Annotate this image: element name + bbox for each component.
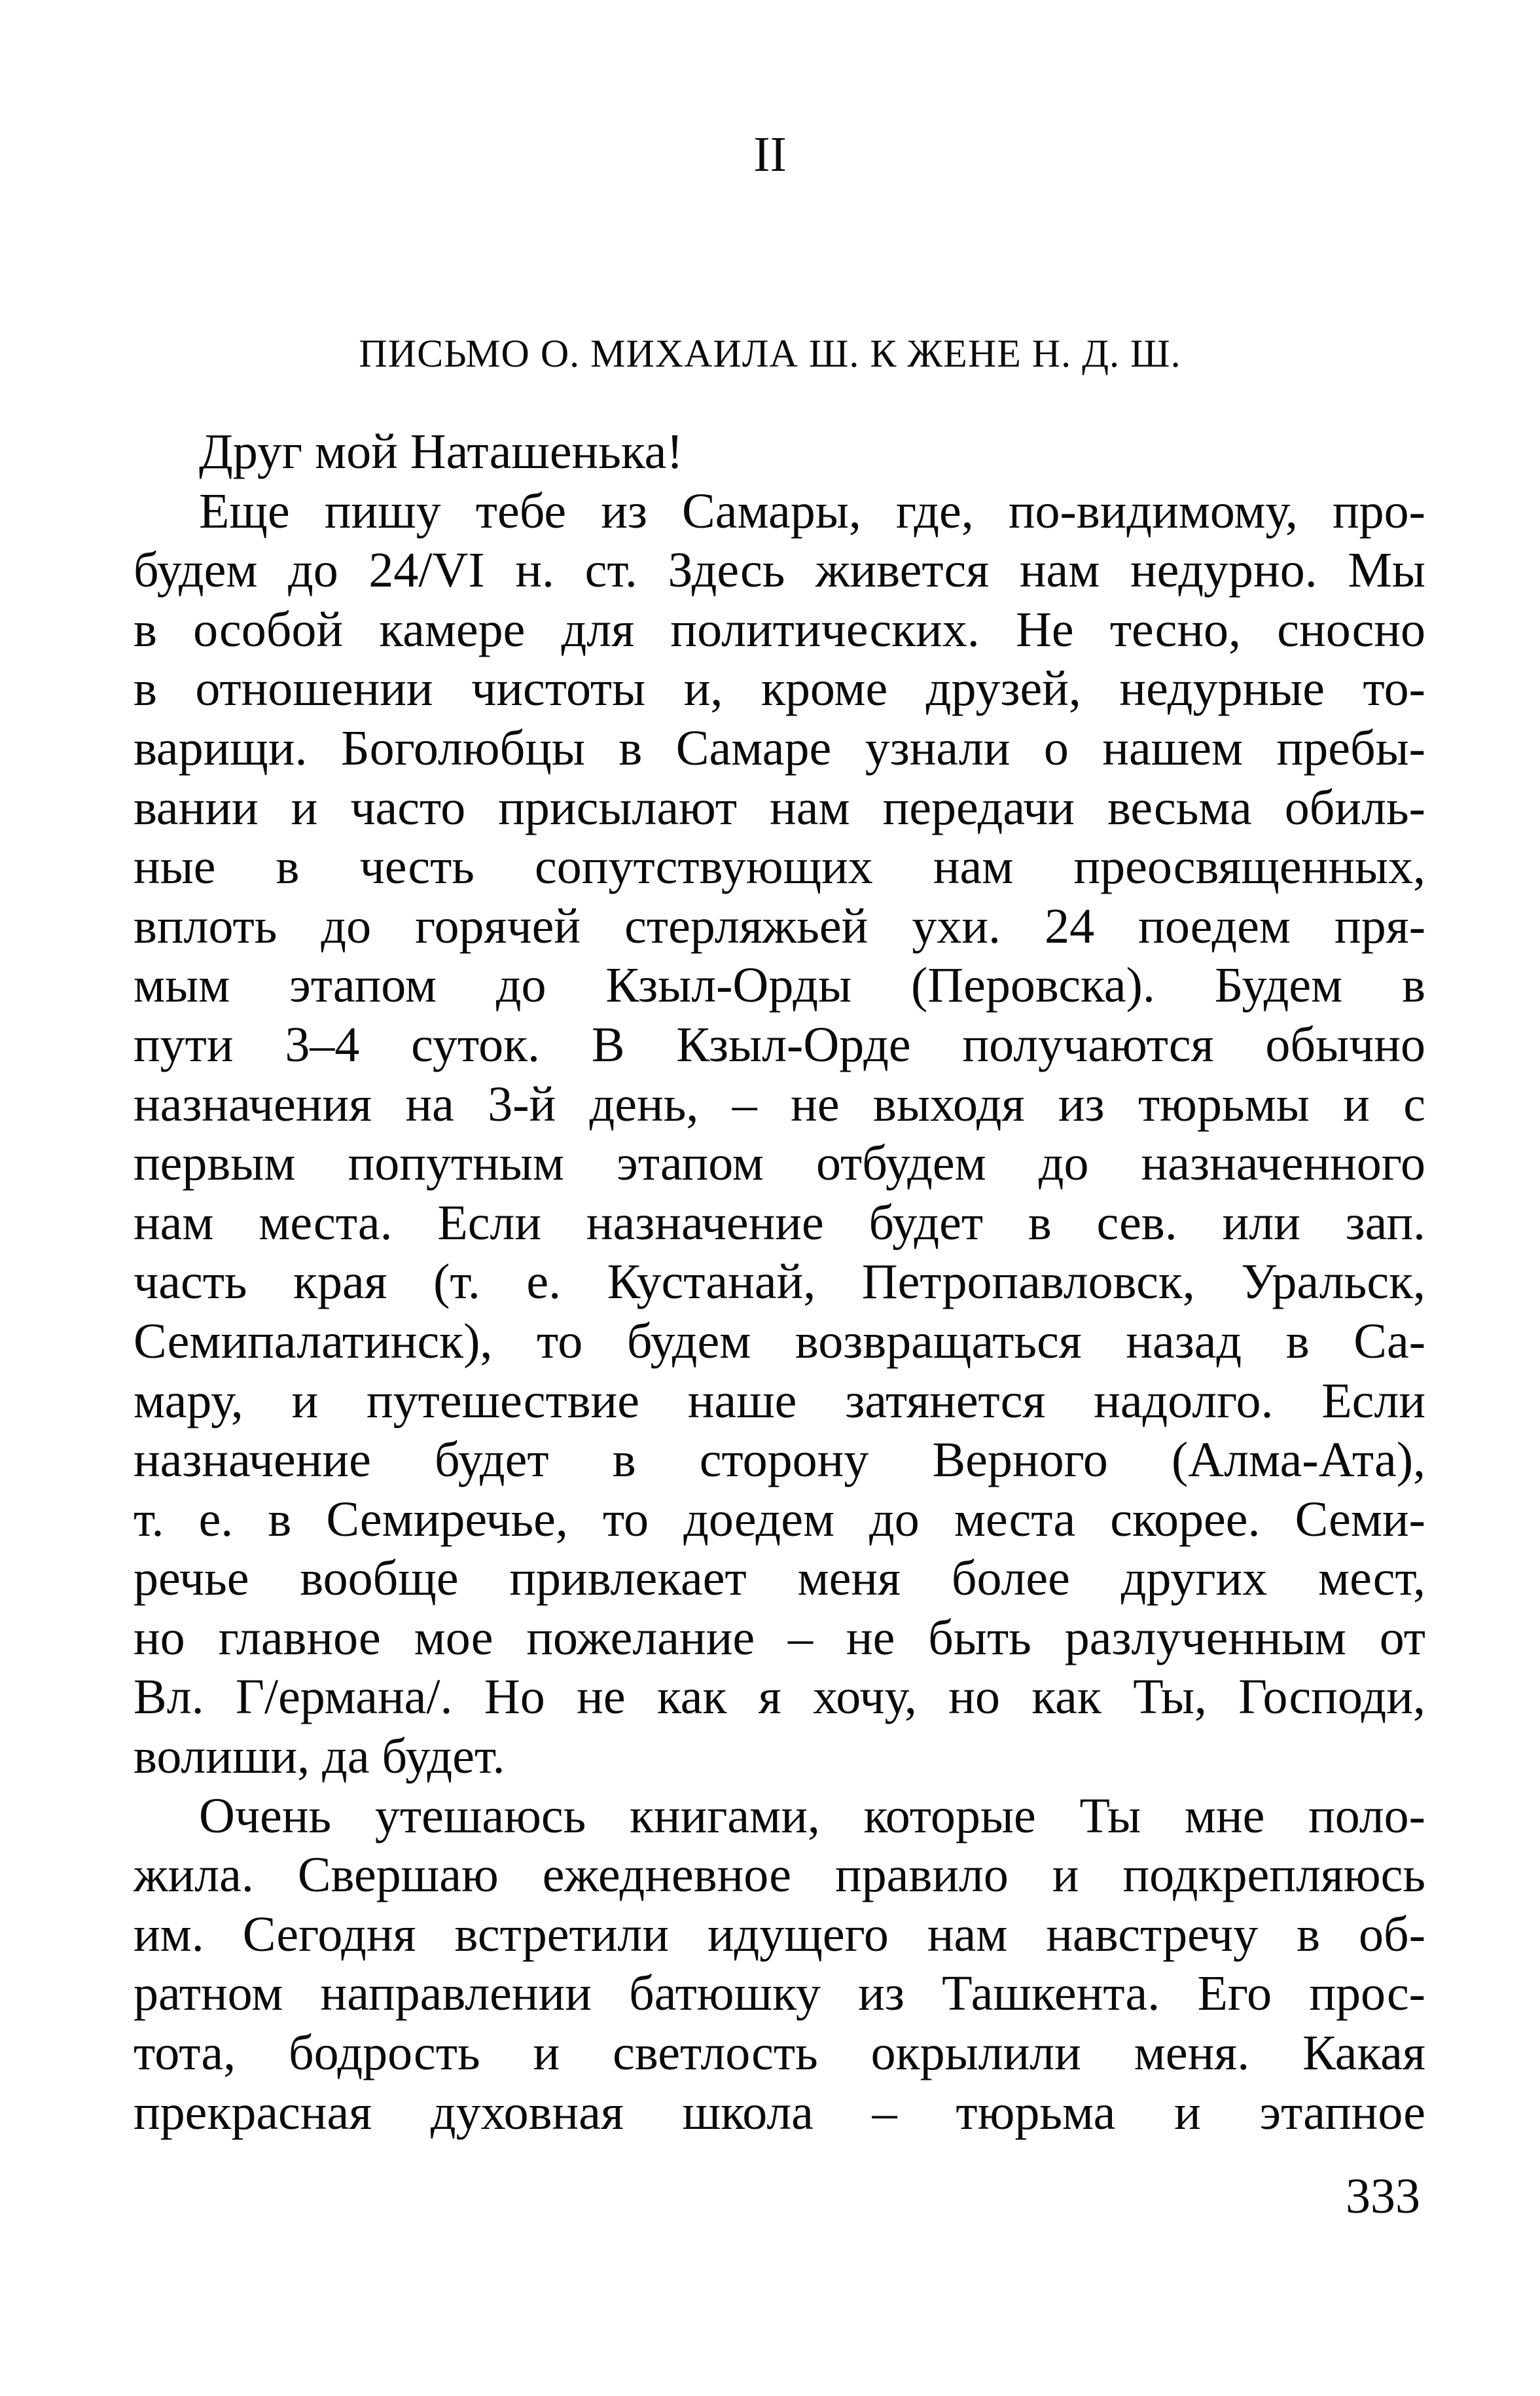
text-line: в особой камере для политических. Не тесно, сносно (134, 602, 1425, 657)
text-line: назначение будет в сторону Верного (Алма-Ата), (134, 1432, 1425, 1488)
page-number: 333 (1346, 2169, 1420, 2224)
text-line: мару, и путешествие наше затянется надолго. Если (134, 1373, 1425, 1428)
text-line: Очень утешаюсь книгами, которые Ты мне поло- (199, 1788, 1425, 1843)
text-line: пути 3–4 суток. В Кзыл-Орде получаются обычно (134, 1017, 1425, 1072)
text-line: будем до 24/VI н. ст. Здесь живется нам недурно. Мы (134, 543, 1425, 598)
text-line: мым этапом до Кзыл-Орды (Перовска). Будем в (134, 958, 1425, 1013)
text-line: тота, бодрость и светлость окрылили меня. Какая (134, 2025, 1425, 2081)
text-line: волиши, да будет. (134, 1729, 505, 1785)
text-line: но главное мое пожелание – не быть разлученным от (134, 1610, 1425, 1665)
text-line: ные в честь сопутствующих нам преосвященных, (134, 839, 1425, 895)
text-line: нам места. Если назначение будет в сев. или зап. (134, 1195, 1425, 1250)
text-line: вплоть до горячей стерляжьей ухи. 24 поедем пря- (134, 898, 1425, 954)
text-line: Еще пишу тебе из Самары, где, по-видимому, про- (199, 483, 1425, 539)
text-line: Вл. Г/ермана/. Но не как я хочу, но как Ты, Господи, (134, 1669, 1425, 1725)
text-line: Друг мой Наташенька! (199, 424, 683, 479)
text-line: первым попутным этапом отбудем до назначенного (134, 1136, 1425, 1191)
chapter-number: II (753, 127, 787, 182)
text-line: им. Сегодня встретили идущего нам навстречу в об- (134, 1906, 1425, 1962)
text-line: Семипалатинск), то будем возвращаться назад в Са- (134, 1313, 1425, 1369)
text-line: варищи. Боголюбцы в Самаре узнали о нашем пребы- (134, 720, 1425, 776)
text-line: вании и часто присылают нам передачи весьма обиль- (134, 780, 1425, 835)
letter-title: ПИСЬМО О. МИХАИЛА Ш. К ЖЕНЕ Н. Д. Ш. (359, 332, 1181, 375)
text-line: назначения на 3-й день, – не выходя из тюрьмы и с (134, 1076, 1425, 1132)
text-line: ратном направлении батюшку из Ташкента. Его прос- (134, 1966, 1425, 2022)
text-line: в отношении чистоты и, кроме друзей, недурные то- (134, 661, 1425, 717)
text-line: прекрасная духовная школа – тюрьма и этапное (134, 2084, 1425, 2140)
text-line: т. е. в Семиречье, то доедем до места скорее. Семи- (134, 1491, 1425, 1547)
text-line: речье вообще привлекает меня более других мест, (134, 1551, 1425, 1606)
text-line: часть края (т. е. Кустанай, Петропавловск, Уральск, (134, 1254, 1425, 1310)
text-line: жила. Свершаю ежедневное правило и подкрепляюсь (134, 1847, 1425, 1903)
letter-body (134, 422, 1425, 2142)
